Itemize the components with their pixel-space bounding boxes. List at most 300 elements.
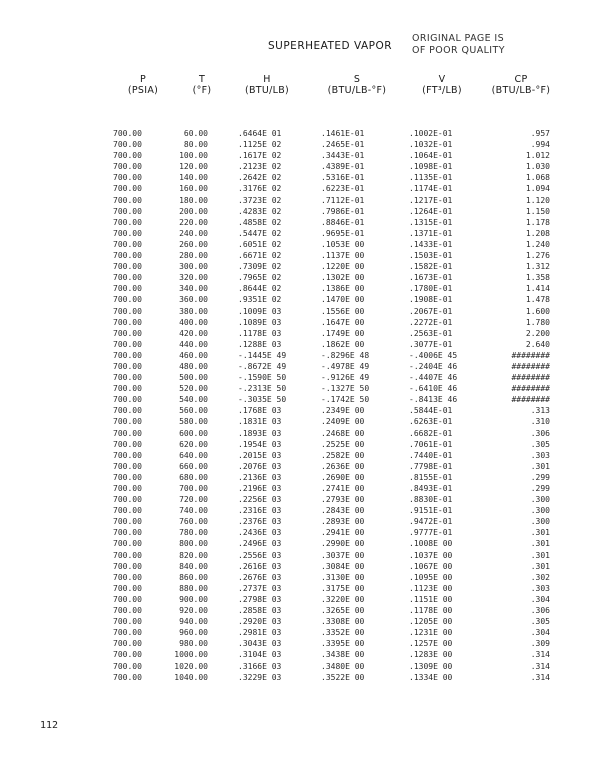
- cell-s: .1220E 00: [321, 262, 365, 272]
- cell-s: -.4978E 49: [321, 361, 370, 371]
- cell-s: .2941E 00: [321, 528, 365, 538]
- cell-cp: .306: [530, 428, 550, 438]
- table-row: [108, 283, 588, 294]
- cell-v: -.2404E 46: [409, 361, 458, 371]
- cell-s: .7112E-01: [321, 195, 365, 205]
- column-header-name: P: [139, 74, 147, 85]
- quality-stamp: [412, 33, 505, 57]
- cell-h: .3043E 03: [238, 639, 282, 649]
- cell-h: .2676E 03: [238, 572, 282, 582]
- cell-cp: 1.178: [525, 217, 550, 227]
- cell-v: .1037E 00: [409, 550, 453, 560]
- cell-t: 420.00: [179, 328, 208, 338]
- cell-h: .2136E 03: [238, 472, 282, 482]
- table-row: [108, 505, 588, 516]
- table-row: [108, 461, 588, 472]
- cell-cp: .302: [530, 572, 550, 582]
- cell-p: 700.00: [113, 650, 142, 660]
- table-row: [108, 228, 588, 239]
- table-row: [108, 638, 588, 649]
- cell-p: 700.00: [113, 495, 142, 505]
- cell-h: .2256E 03: [238, 495, 282, 505]
- cell-cp: .300: [530, 506, 550, 516]
- cell-s: .2468E 00: [321, 428, 365, 438]
- table-row: [108, 405, 588, 416]
- cell-p: 700.00: [113, 361, 142, 371]
- cell-t: 1000.00: [174, 650, 208, 660]
- cell-v: -.6410E 46: [409, 384, 458, 394]
- cell-t: 580.00: [179, 417, 208, 427]
- cell-s: .1461E-01: [321, 129, 365, 138]
- column-header-name: H: [263, 74, 271, 85]
- table-row: [108, 328, 588, 339]
- table-row: [108, 128, 588, 139]
- cell-s: .3220E 00: [321, 594, 365, 604]
- cell-t: 480.00: [179, 361, 208, 371]
- cell-h: -.1590E 50: [238, 373, 287, 383]
- column-header-name: V: [438, 74, 446, 85]
- cell-v: .1135E-01: [409, 173, 453, 183]
- column-header-unit: (BTU/LB-°F): [327, 85, 387, 96]
- table-row: [108, 383, 588, 394]
- table-row: [108, 627, 588, 638]
- cell-v: .1174E-01: [409, 184, 453, 194]
- cell-p: 700.00: [113, 572, 142, 582]
- cell-t: 180.00: [179, 195, 208, 205]
- cell-cp: .301: [530, 550, 550, 560]
- cell-h: .2376E 03: [238, 517, 282, 527]
- cell-s: .8846E-01: [321, 217, 365, 227]
- cell-p: 700.00: [113, 484, 142, 493]
- cell-s: .1470E 00: [321, 295, 365, 305]
- cell-h: .7965E 02: [238, 273, 282, 283]
- cell-cp: 1.030: [525, 162, 550, 172]
- column-header-v: [408, 74, 476, 102]
- cell-p: 700.00: [113, 151, 142, 161]
- cell-cp: ########: [511, 384, 550, 394]
- cell-h: .1768E 03: [238, 406, 282, 416]
- cell-s: .2409E 00: [321, 417, 365, 427]
- cell-cp: .957: [530, 129, 550, 138]
- cell-s: .2843E 00: [321, 506, 365, 516]
- column-header-unit: (BTU/LB-°F): [491, 85, 551, 96]
- cell-v: -.8413E 46: [409, 395, 458, 405]
- cell-t: 200.00: [179, 206, 208, 216]
- table-row: [108, 183, 588, 194]
- page-title: SUPERHEATED VAPOR: [268, 40, 393, 52]
- cell-s: .1749E 00: [321, 328, 365, 338]
- cell-v: .1123E 00: [409, 583, 453, 593]
- cell-t: 620.00: [179, 439, 208, 449]
- cell-s: .3438E 00: [321, 650, 365, 660]
- cell-cp: .306: [530, 606, 550, 616]
- cell-v: .1582E-01: [409, 262, 453, 272]
- cell-cp: .300: [530, 517, 550, 527]
- column-header-name: S: [353, 74, 361, 85]
- cell-s: .1137E 00: [321, 251, 365, 261]
- cell-h: .9351E 02: [238, 295, 282, 305]
- cell-v: .1205E 00: [409, 617, 453, 627]
- cell-h: .1125E 02: [238, 140, 282, 150]
- cell-cp: .314: [530, 650, 550, 660]
- cell-cp: 1.150: [525, 206, 550, 216]
- cell-h: .7309E 02: [238, 262, 282, 272]
- cell-s: .3265E 00: [321, 606, 365, 616]
- column-header-unit: (°F): [192, 85, 212, 96]
- cell-v: .2067E-01: [409, 306, 453, 316]
- cell-cp: .301: [530, 461, 550, 471]
- cell-t: 680.00: [179, 472, 208, 482]
- cell-t: 340.00: [179, 284, 208, 294]
- cell-s: .1302E 00: [321, 273, 365, 283]
- table-row: [108, 172, 588, 183]
- cell-cp: .310: [530, 417, 550, 427]
- cell-t: 240.00: [179, 228, 208, 238]
- cell-cp: ########: [511, 361, 550, 371]
- cell-v: .1217E-01: [409, 195, 453, 205]
- cell-h: .3229E 03: [238, 672, 282, 682]
- cell-h: .2316E 03: [238, 506, 282, 516]
- cell-t: 900.00: [179, 594, 208, 604]
- table-row: [108, 139, 588, 150]
- cell-t: 540.00: [179, 395, 208, 405]
- cell-h: .2556E 03: [238, 550, 282, 560]
- cell-s: .3352E 00: [321, 628, 365, 638]
- table-row: [108, 317, 588, 328]
- cell-s: .1386E 00: [321, 284, 365, 294]
- cell-cp: 1.600: [525, 306, 550, 316]
- cell-t: 440.00: [179, 339, 208, 349]
- cell-cp: ########: [511, 350, 550, 360]
- cell-h: .6051E 02: [238, 239, 282, 249]
- cell-t: 600.00: [179, 428, 208, 438]
- cell-h: -.3035E 50: [238, 395, 287, 405]
- table-row: [108, 416, 588, 427]
- cell-v: .7798E-01: [409, 461, 453, 471]
- cell-h: .1617E 02: [238, 151, 282, 161]
- cell-s: .3480E 00: [321, 661, 365, 671]
- cell-cp: .301: [530, 528, 550, 538]
- cell-p: 700.00: [113, 173, 142, 183]
- cell-t: 860.00: [179, 572, 208, 582]
- cell-cp: .299: [530, 484, 550, 493]
- cell-v: .1064E-01: [409, 151, 453, 161]
- cell-t: 820.00: [179, 550, 208, 560]
- cell-p: 700.00: [113, 306, 142, 316]
- table-row: [108, 150, 588, 161]
- cell-p: 700.00: [113, 317, 142, 327]
- cell-v: .9151E-01: [409, 506, 453, 516]
- cell-t: 60.00: [183, 129, 208, 138]
- cell-h: .6464E 01: [238, 129, 282, 138]
- cell-h: .2436E 03: [238, 528, 282, 538]
- cell-cp: 1.312: [525, 262, 550, 272]
- cell-s: .1053E 00: [321, 239, 365, 249]
- cell-cp: .303: [530, 583, 550, 593]
- cell-h: .3176E 02: [238, 184, 282, 194]
- cell-p: 700.00: [113, 295, 142, 305]
- table-row: [108, 261, 588, 272]
- cell-t: 1040.00: [174, 672, 208, 682]
- cell-t: 140.00: [179, 173, 208, 183]
- cell-p: 700.00: [113, 251, 142, 261]
- cell-t: 740.00: [179, 506, 208, 516]
- cell-t: 360.00: [179, 295, 208, 305]
- cell-s: .4389E-01: [321, 162, 365, 172]
- cell-s: .2582E 00: [321, 450, 365, 460]
- cell-t: 160.00: [179, 184, 208, 194]
- cell-p: 700.00: [113, 140, 142, 150]
- column-header-p: [118, 74, 168, 102]
- table-row: [108, 494, 588, 505]
- cell-p: 700.00: [113, 339, 142, 349]
- cell-h: .4858E 02: [238, 217, 282, 227]
- cell-cp: 1.358: [525, 273, 550, 283]
- column-header-unit: (PSIA): [127, 85, 159, 96]
- cell-v: .1371E-01: [409, 228, 453, 238]
- cell-cp: .309: [530, 639, 550, 649]
- cell-p: 700.00: [113, 661, 142, 671]
- cell-v: .7061E-01: [409, 439, 453, 449]
- cell-p: 700.00: [113, 217, 142, 227]
- cell-s: .2636E 00: [321, 461, 365, 471]
- table-row: [108, 594, 588, 605]
- cell-s: .3443E-01: [321, 151, 365, 161]
- cell-v: .1257E 00: [409, 639, 453, 649]
- cell-cp: .313: [530, 406, 550, 416]
- cell-h: .3723E 02: [238, 195, 282, 205]
- cell-v: .1503E-01: [409, 251, 453, 261]
- cell-p: 700.00: [113, 284, 142, 294]
- column-header-s: [310, 74, 404, 102]
- table-row: [108, 561, 588, 572]
- cell-v: .1095E 00: [409, 572, 453, 582]
- cell-p: 700.00: [113, 561, 142, 571]
- cell-v: .1309E 00: [409, 661, 453, 671]
- cell-p: 700.00: [113, 129, 142, 138]
- cell-p: 700.00: [113, 528, 142, 538]
- stamp-line-1: ORIGINAL PAGE IS: [412, 33, 505, 44]
- cell-s: .6223E-01: [321, 184, 365, 194]
- cell-s: -.1742E 50: [321, 395, 370, 405]
- cell-h: .2123E 02: [238, 162, 282, 172]
- cell-h: .2616E 03: [238, 561, 282, 571]
- cell-t: 960.00: [179, 628, 208, 638]
- table-row: [108, 550, 588, 561]
- cell-p: 700.00: [113, 206, 142, 216]
- cell-s: .3084E 00: [321, 561, 365, 571]
- cell-t: 280.00: [179, 251, 208, 261]
- table-row: [108, 161, 588, 172]
- cell-s: -.8296E 48: [321, 350, 370, 360]
- table-row: [108, 661, 588, 672]
- table-row: [108, 217, 588, 228]
- cell-h: .2737E 03: [238, 583, 282, 593]
- cell-v: .6263E-01: [409, 417, 453, 427]
- cell-t: 400.00: [179, 317, 208, 327]
- table-row: [108, 394, 588, 405]
- column-header-cp: [476, 74, 566, 102]
- cell-s: .2349E 00: [321, 406, 365, 416]
- table-row: [108, 372, 588, 383]
- cell-h: -.2313E 50: [238, 384, 287, 394]
- cell-t: 100.00: [179, 151, 208, 161]
- cell-cp: .305: [530, 439, 550, 449]
- cell-h: .2076E 03: [238, 461, 282, 471]
- cell-v: .8493E-01: [409, 484, 453, 493]
- cell-cp: .314: [530, 672, 550, 682]
- cell-cp: 2.640: [525, 339, 550, 349]
- cell-t: 720.00: [179, 495, 208, 505]
- table-row: [108, 195, 588, 206]
- table-row: [108, 206, 588, 217]
- cell-cp: 2.200: [525, 328, 550, 338]
- cell-cp: .300: [530, 495, 550, 505]
- cell-h: .2858E 03: [238, 606, 282, 616]
- cell-p: 700.00: [113, 328, 142, 338]
- table-row: [108, 250, 588, 261]
- cell-h: .4283E 02: [238, 206, 282, 216]
- cell-h: .1893E 03: [238, 428, 282, 438]
- cell-h: .1288E 03: [238, 339, 282, 349]
- cell-p: 700.00: [113, 672, 142, 682]
- cell-p: 700.00: [113, 550, 142, 560]
- cell-p: 700.00: [113, 239, 142, 249]
- cell-t: 260.00: [179, 239, 208, 249]
- cell-v: .1673E-01: [409, 273, 453, 283]
- stamp-line-2: OF POOR QUALITY: [412, 45, 505, 56]
- cell-p: 700.00: [113, 228, 142, 238]
- cell-v: .1264E-01: [409, 206, 453, 216]
- cell-t: 780.00: [179, 528, 208, 538]
- cell-h: .3104E 03: [238, 650, 282, 660]
- table-row: [108, 450, 588, 461]
- cell-h: -.8672E 49: [238, 361, 287, 371]
- cell-v: .6682E-01: [409, 428, 453, 438]
- cell-p: 700.00: [113, 539, 142, 549]
- cell-p: 700.00: [113, 461, 142, 471]
- cell-p: 700.00: [113, 195, 142, 205]
- cell-h: .1009E 03: [238, 306, 282, 316]
- cell-v: .1283E 00: [409, 650, 453, 660]
- cell-s: -.9126E 49: [321, 373, 370, 383]
- table-row: [108, 583, 588, 594]
- table-row: [108, 616, 588, 627]
- cell-t: 980.00: [179, 639, 208, 649]
- cell-cp: 1.780: [525, 317, 550, 327]
- cell-s: .3175E 00: [321, 583, 365, 593]
- page-number: 112: [40, 720, 59, 731]
- cell-p: 700.00: [113, 506, 142, 516]
- cell-h: .2642E 02: [238, 173, 282, 183]
- table-row: [108, 605, 588, 616]
- table-row: [108, 306, 588, 317]
- cell-s: .2690E 00: [321, 472, 365, 482]
- cell-v: .8830E-01: [409, 495, 453, 505]
- cell-t: 560.00: [179, 406, 208, 416]
- cell-h: .2015E 03: [238, 450, 282, 460]
- cell-cp: .303: [530, 450, 550, 460]
- cell-s: .1862E 00: [321, 339, 365, 349]
- cell-v: .1151E 00: [409, 594, 453, 604]
- cell-h: .1831E 03: [238, 417, 282, 427]
- cell-v: .1008E 00: [409, 539, 453, 549]
- data-table: [108, 128, 588, 683]
- cell-cp: .994: [530, 140, 550, 150]
- column-header-name: T: [198, 74, 206, 85]
- cell-cp: .304: [530, 594, 550, 604]
- cell-cp: 1.478: [525, 295, 550, 305]
- cell-h: .5447E 02: [238, 228, 282, 238]
- cell-p: 700.00: [113, 639, 142, 649]
- cell-t: 640.00: [179, 450, 208, 460]
- cell-t: 660.00: [179, 461, 208, 471]
- cell-cp: .304: [530, 628, 550, 638]
- cell-h: .2981E 03: [238, 628, 282, 638]
- cell-s: .9695E-01: [321, 228, 365, 238]
- cell-t: 1020.00: [174, 661, 208, 671]
- cell-s: .3308E 00: [321, 617, 365, 627]
- cell-v: .1178E 00: [409, 606, 453, 616]
- table-row: [108, 272, 588, 283]
- cell-p: 700.00: [113, 384, 142, 394]
- cell-h: .2196E 03: [238, 484, 282, 493]
- cell-p: 700.00: [113, 617, 142, 627]
- cell-v: .1098E-01: [409, 162, 453, 172]
- cell-cp: 1.208: [525, 228, 550, 238]
- cell-h: .1089E 03: [238, 317, 282, 327]
- cell-v: .1002E-01: [409, 129, 453, 138]
- table-row: [108, 649, 588, 660]
- cell-t: 500.00: [179, 373, 208, 383]
- cell-s: .5316E-01: [321, 173, 365, 183]
- cell-p: 700.00: [113, 350, 142, 360]
- cell-s: .3130E 00: [321, 572, 365, 582]
- cell-s: .2990E 00: [321, 539, 365, 549]
- cell-v: .1315E-01: [409, 217, 453, 227]
- table-row: [108, 294, 588, 305]
- cell-p: 700.00: [113, 262, 142, 272]
- cell-h: .1954E 03: [238, 439, 282, 449]
- cell-s: .7986E-01: [321, 206, 365, 216]
- cell-t: 460.00: [179, 350, 208, 360]
- table-row: [108, 350, 588, 361]
- cell-s: .3522E 00: [321, 672, 365, 682]
- cell-h: .2798E 03: [238, 594, 282, 604]
- cell-h: .1178E 03: [238, 328, 282, 338]
- cell-p: 700.00: [113, 162, 142, 172]
- table-row: [108, 361, 588, 372]
- cell-h: .3166E 03: [238, 661, 282, 671]
- table-row: [108, 527, 588, 538]
- cell-s: .1556E 00: [321, 306, 365, 316]
- cell-s: -.1327E 50: [321, 384, 370, 394]
- cell-t: 80.00: [183, 140, 208, 150]
- cell-s: .2525E 00: [321, 439, 365, 449]
- cell-s: .3037E 00: [321, 550, 365, 560]
- cell-t: 940.00: [179, 617, 208, 627]
- cell-p: 700.00: [113, 439, 142, 449]
- cell-p: 700.00: [113, 450, 142, 460]
- cell-h: .2496E 03: [238, 539, 282, 549]
- table-row: [108, 428, 588, 439]
- cell-v: .3077E-01: [409, 339, 453, 349]
- cell-v: .9777E-01: [409, 528, 453, 538]
- cell-cp: 1.068: [525, 173, 550, 183]
- cell-t: 880.00: [179, 583, 208, 593]
- cell-p: 700.00: [113, 406, 142, 416]
- cell-h: .6671E 02: [238, 251, 282, 261]
